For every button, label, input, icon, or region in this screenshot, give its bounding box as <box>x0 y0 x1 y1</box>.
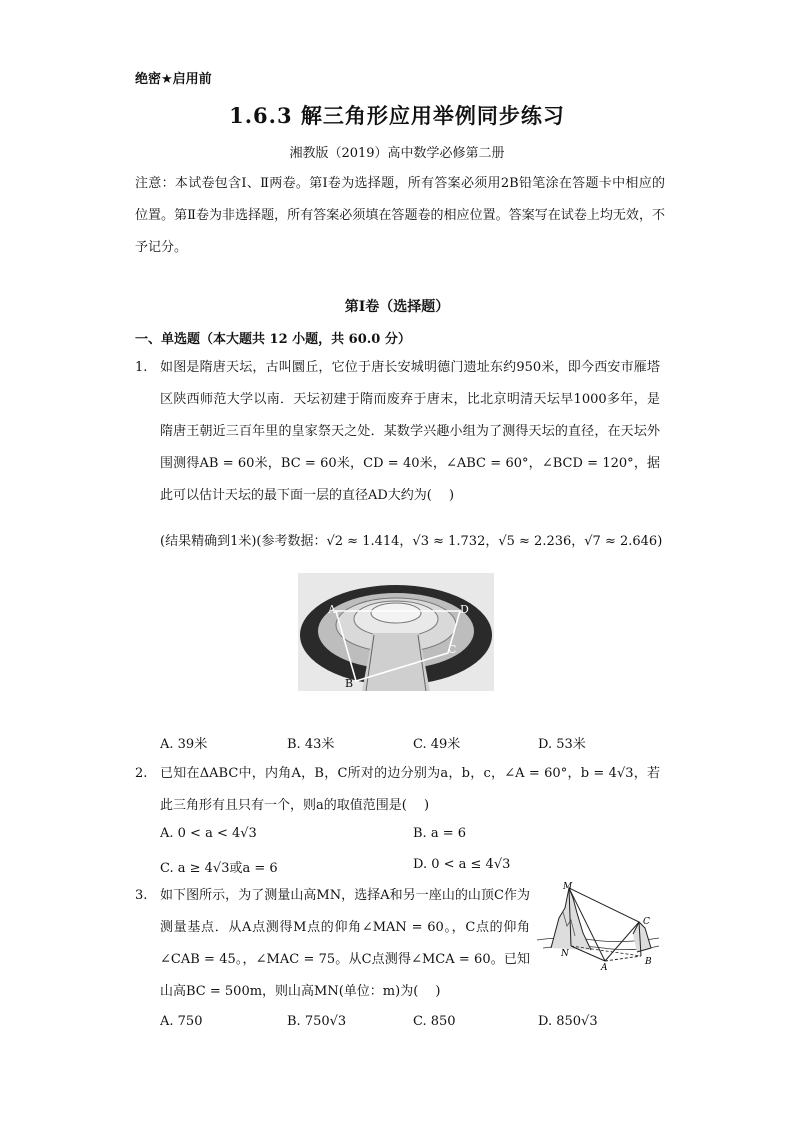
figure-label: D <box>460 603 469 616</box>
option-b: B. 43米 <box>287 737 335 752</box>
question-number: 3. <box>135 888 148 903</box>
option-c: C. a ≥ 4√3或a = 6 <box>160 861 278 876</box>
option-c: C. 850 <box>413 1014 456 1029</box>
option-b: B. a = 6 <box>413 826 466 841</box>
figure-label: M <box>563 882 573 892</box>
figure-label: C <box>448 643 457 656</box>
option-a: A. 39米 <box>160 737 208 752</box>
page-subtitle: 湘教版（2019）高中数学必修第二册 <box>289 146 505 161</box>
option-b: B. 750√3 <box>287 1014 347 1029</box>
option-c: C. 49米 <box>413 737 461 752</box>
option-a: A. 0 < a < 4√3 <box>160 826 257 841</box>
figure-label: B <box>645 957 652 967</box>
part-title: 一、单选题（本大题共 12 小题，共 60.0 分） <box>135 332 411 347</box>
figure-label: N <box>561 949 569 959</box>
question-text: 如下图所示，为了测量山高MN，选择A和另一座山的山顶C作为测量基点．从A点测得M点的仰角∠MAN = 60。，C点的仰角∠CAB = 45。，∠MAC = 75。从C点测得∠MCA = 60。已知山高BC = 500m，则山高MN(单位：m)为( ) <box>160 888 530 999</box>
question-text: 已知在ΔABC中，内角A，B，C所对的边分别为a，b，c，∠A = 60°，b = 4√3，若此三角形有且只有一个，则a的取值范围是( ) <box>160 766 660 813</box>
temple-photo <box>298 573 494 691</box>
question-text: 如图是隋唐天坛，古叫圜丘，它位于唐长安城明德门遗址东约950米，即今西安市雁塔区陕西师范大学以南．天坛初建于隋而废弃于唐末，比北京明清天坛早1000多年，是隋唐王朝近三百年里的皇家祭天之处．某数学兴趣小组为了测得天坛的直径，在天坛外围测得AB = 60米，BC = 60米，CD = 40米，∠ABC = 60°，∠BCD = 120°，据此可以估计天坛的最下面一层的直径AD大约为( ) <box>160 360 660 503</box>
option-d: D. 850√3 <box>538 1014 598 1029</box>
figure-label: B <box>345 677 354 690</box>
question-number: 1. <box>135 360 148 375</box>
page-title: 1.6.3 解三角形应用举例同步练习 <box>229 103 565 128</box>
exam-notice: 注意：本试卷包含Ⅰ、Ⅱ两卷。第Ⅰ卷为选择题，所有答案必须用2B铅笔涂在答题卡中相应的位置。第Ⅱ卷为非选择题，所有答案必须填在答题卷的相应位置。答案写在试卷上均无效，不予记分。 <box>135 176 665 255</box>
option-d: D. 0 < a ≤ 4√3 <box>413 857 511 872</box>
option-a: A. 750 <box>160 1014 203 1029</box>
question-number: 2. <box>135 766 148 781</box>
section-title: 第Ⅰ卷（选择题） <box>344 299 450 315</box>
figure-label: C <box>643 917 650 927</box>
secret-mark: 绝密★启用前 <box>135 72 212 87</box>
figure-label: A <box>328 603 336 616</box>
question-hint: (结果精确到1米)(参考数据：√2 ≈ 1.414，√3 ≈ 1.732，√5 ≈ 2.236，√7 ≈ 2.646) <box>160 534 663 549</box>
option-d: D. 53米 <box>538 737 586 752</box>
mountain-figure <box>533 878 663 970</box>
figure-label: A <box>601 963 608 970</box>
